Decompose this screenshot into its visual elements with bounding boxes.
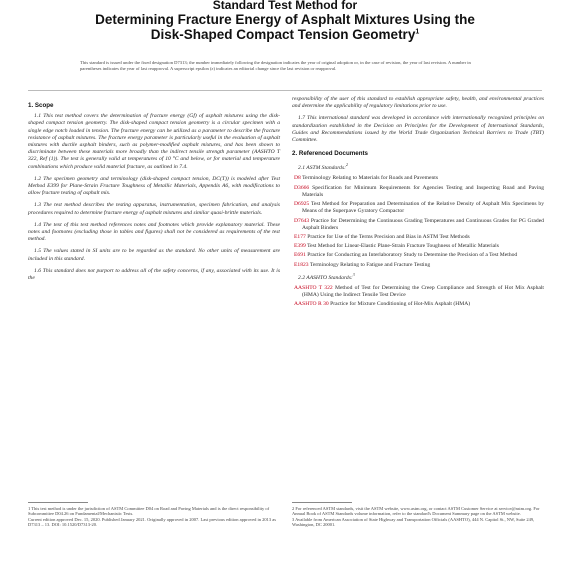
reference-code[interactable]: E177	[294, 233, 306, 240]
paragraph-1-5: 1.5 The values stated in SI units are to be regarded as the standard. No other units of measurement are included in this standard.	[28, 248, 280, 262]
reference-title: Method of Test for Determining the Creep Compliance and Strength of Hot Mix Asphalt (HMA) Using the Indirect Tensile Test Device	[302, 284, 544, 298]
reference-code[interactable]: D3666	[294, 184, 310, 191]
reference-code[interactable]: D6925	[294, 201, 310, 208]
reference-code[interactable]: AASHTO T 322	[294, 284, 333, 291]
left-footnote-divider	[28, 502, 88, 503]
astm-standards-label: 2.1 ASTM Standards:	[298, 165, 347, 172]
reference-title: Practice for Determining the Continuous Grading Temperatures and Continuous Grades for PG Graded Asphalt Binders	[302, 217, 544, 231]
aashto-standards-label: 2.2 AASHTO Standards:	[298, 274, 353, 281]
paragraph-1-1: 1.1 This test method covers the determination of fracture energy (Gf) of asphalt mixtures using the disk-shaped compact tension geometry. The disk-shaped compact tension geometry is a circular specimen with a single edge notch loaded in tension. The fracture energy can be utilized as a parameter to describe the fracture resistance of asphalt mixtures. The fracture energy parameter is particularly useful in the evaluation of asphalt mixtures with ductile asphalt binders, such as polymer-modified asphalt mixtures, and has been shown to discriminate between these materials more broadly than the indirect tensile strength parameter (AASHTO T 322, Ref (1)). The test is generally valid at temperatures of 10 °C and below, or for material and temperature combinations which produce valid material fracture, as outlined in 7.4.	[28, 113, 280, 170]
left-footnotes	[28, 506, 280, 528]
reference-code[interactable]: AASHTO R 30	[294, 301, 329, 308]
reference-title: Test Method for Preparation and Determination of the Relative Density of Asphalt Mix Specimens by Means of the Superpave Gyratory Compactor	[302, 201, 544, 215]
astm-footnote-mark: 2	[346, 162, 349, 168]
paragraph-1-3: 1.3 The test method describes the testing apparatus, instrumentation, specimen fabrication, and analysis procedures required to determine fracture energy of asphalt mixtures and similar quasi-brittle materials.	[28, 202, 280, 216]
right-footnotes	[292, 506, 544, 528]
title-kicker: Standard Test Method for	[212, 0, 358, 12]
title-line-2-text: Disk-Shaped Compact Tension Geometry	[150, 27, 416, 42]
footnote-1-edition: Current edition approved Dec. 15, 2020. Published January 2021. Originally approved in 2007. Last previous edition approved in 2013 as D7313 – 13. DOI: 10.1520/D7313-20.	[28, 516, 276, 528]
paragraph-1-7: 1.7 This international standard was developed in accordance with internationally recognized principles on standardization established in the Decision on Principles for the Development of International Standards, Guides and Recommendations issued by the World Trade Organization Technical Barriers to Trade (TBT) Committee.	[292, 115, 544, 144]
footnote-1: 1 This test method is under the jurisdiction of ASTM Committee D04 on Road and Paving Materials and is the direct responsibility of Subcommittee D04.26 on Fundamental/Mechanistic Tests.	[28, 506, 270, 517]
reference-item[interactable]	[294, 261, 544, 269]
title-line-1: Determining Fracture Energy of Asphalt Mixtures Using the	[95, 12, 475, 27]
reference-item[interactable]	[294, 252, 544, 259]
reference-code[interactable]: D8	[294, 175, 301, 182]
header-divider	[28, 90, 542, 91]
document-title	[0, 0, 570, 42]
aashto-standards-heading	[298, 271, 544, 282]
paragraph-1-6-continued: responsibility of the user of this standard to establish appropriate safety, health, and environmental practices and determine the applicability of regulatory limitations prior to use.	[292, 96, 544, 110]
reference-title: Practice for Conducting an Interlaboratory Study to Determine the Precision of a Test Method	[307, 252, 518, 259]
reference-title: Terminology Relating to Fatigue and Fracture Testing	[309, 261, 431, 268]
title-line-2	[0, 27, 570, 42]
left-column	[28, 96, 280, 287]
paragraph-1-2: 1.2 The specimen geometry and terminology (disk-shaped compact tension, DC(T)) is modeled after Test Method E399 for Plane-Strain Fracture Toughness of Metallic Materials, Appendix A6, with modifications to allow fracture testing of asphalt mix.	[28, 175, 280, 197]
reference-code[interactable]: D7643	[294, 217, 310, 224]
reference-code[interactable]: E399	[294, 243, 306, 250]
reference-title: Practice for Mixture Conditioning of Hot-Mix Asphalt (HMA)	[330, 301, 471, 308]
section-1-heading: 1. Scope	[28, 102, 54, 109]
paragraph-1-4: 1.4 The text of this test method references notes and footnotes which provide explanatory material. These notes and footnotes (excluding those in tables and figures) shall not be considered as requirements of the test method.	[28, 221, 280, 243]
designation-note: This standard is issued under the fixed designation D7313; the number immediately following the designation indicates the year of original adoption or, in the case of revision, the year of last revision. A number in parentheses indicates the year of last reapproval. A superscript epsilon (ε) indicates an editorial change since the last revision or reapproval.	[80, 60, 471, 71]
reference-title: Terminology Relating to Materials for Roads and Pavements	[302, 175, 439, 182]
footnote-3: 3 Available from American Association of State Highway and Transportation Officials (AASHTO), 444 N. Capitol St., NW, Suite 249, Washington, DC 20001.	[292, 516, 535, 528]
paragraph-1-6: 1.6 This standard does not purport to address all of the safety concerns, if any, associated with its use. It is the	[28, 267, 280, 282]
reference-title: Specification for Minimum Requirements for Agencies Testing and Inspecting Road and Paving Materials	[302, 184, 544, 198]
reference-item[interactable]	[294, 184, 544, 199]
footnote-2: 2 For referenced ASTM standards, visit the ASTM website, www.astm.org, or contact ASTM Customer Service at service@astm.org. For Annual Book of ASTM Standards volume information, refer to the standard's Document Summary page on the ASTM website.	[292, 506, 540, 517]
reference-code[interactable]: E691	[294, 252, 306, 259]
reference-item[interactable]	[294, 175, 544, 182]
aashto-footnote-mark: 3	[352, 271, 355, 277]
reference-item[interactable]	[294, 301, 544, 308]
reference-code[interactable]: E1823	[294, 261, 309, 268]
astm-reference-list	[292, 175, 544, 268]
aashto-reference-list	[292, 285, 544, 309]
reference-item[interactable]	[294, 243, 544, 250]
section-2-heading: 2. Referenced Documents	[292, 150, 368, 158]
reference-item[interactable]	[294, 201, 544, 215]
title-footnote-mark: 1	[415, 28, 420, 36]
reference-title: Test Method for Linear-Elastic Plane-Strain Fracture Toughness of Metallic Materials	[307, 243, 499, 250]
right-column	[292, 96, 544, 310]
right-footnote-divider	[292, 502, 352, 503]
reference-item[interactable]	[294, 233, 544, 241]
reference-item[interactable]	[294, 284, 544, 299]
reference-item[interactable]	[294, 217, 544, 232]
reference-title: Practice for Use of the Terms Precision and Bias in ASTM Test Methods	[307, 233, 470, 240]
astm-standards-heading	[298, 161, 544, 172]
